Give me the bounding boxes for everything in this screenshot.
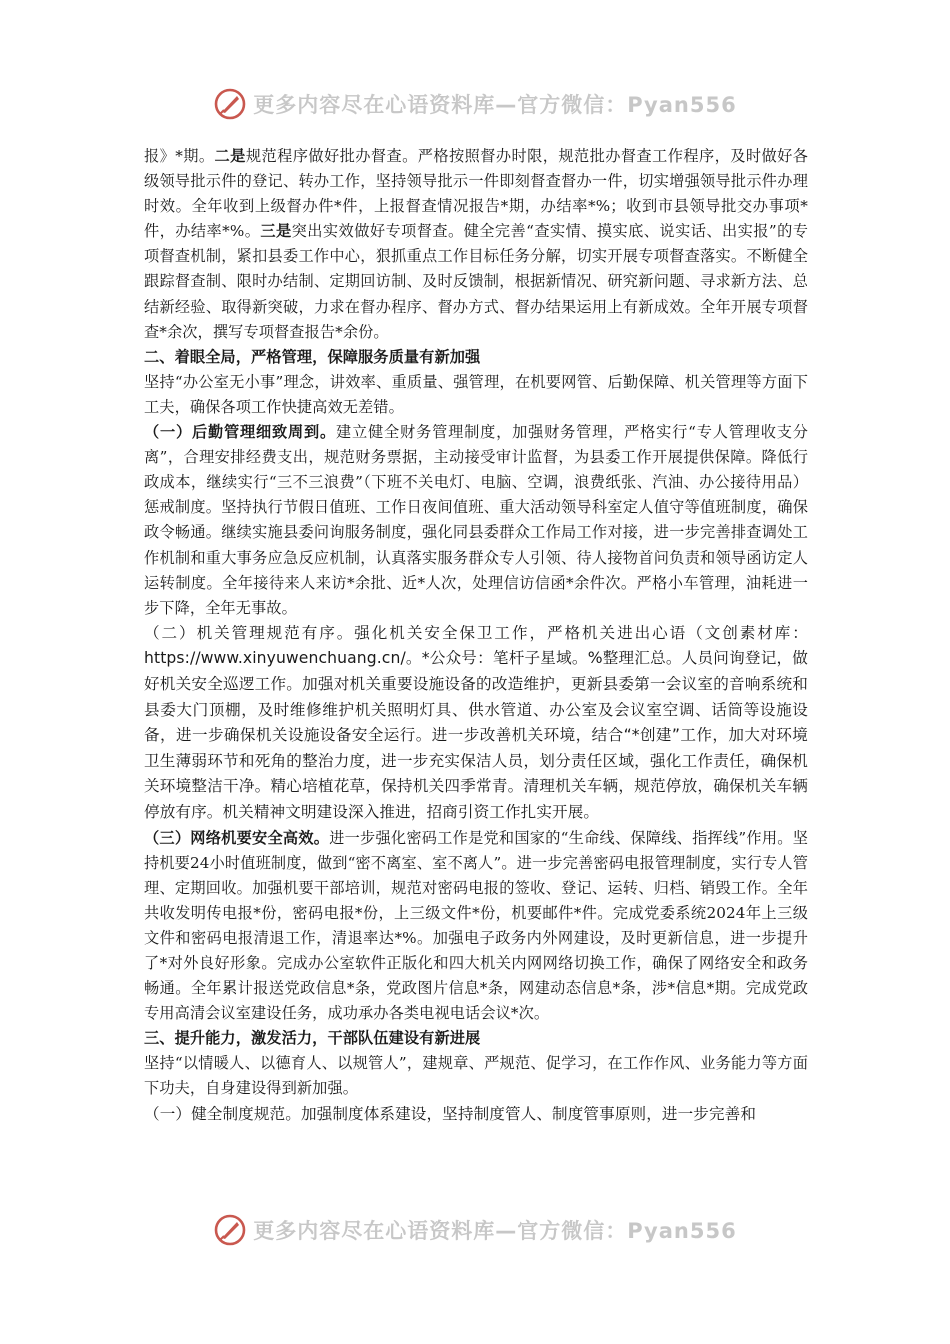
text-run: 报》*期。 (144, 147, 215, 165)
watermark-text: 更多内容尽在心语资料库—官方微信：Pyan556 (253, 1219, 737, 1243)
text-run: 突出实效做好专项督查。健全完善“查实情、摸实底、说实话、出实报”的专项督查机制，紧扣县委工作中心，狠抓重点工作目标任务分解，切实开展专项督查落实。不断健全跟踪督查制、限时办结制、定期回访制、及时反馈制，根据新情况、研究新问题、寻求新方法、总结新经验、取得新突破，力求在督办程序、督办方式、督办结果运用上有新成效。全年开展专项督查*余次，撰写专项督查报告*余份。 (144, 222, 809, 341)
section-heading-2: 二、着眼全局，严格管理，保障服务质量有新加强 (144, 347, 481, 366)
paragraph-office-management: （二）机关管理规范有序。强化机关安全保卫工作，严格机关进出心语（文创素材库：https://www.xinyuwenchuang.cn/。*公众号：笔杆子星域。%整理汇总。人员问询登记，做好机关安全巡逻工作。加强对机关重要设施设备的改造维护，更新县委第一会议室的音响系统和县委大门顶棚，及时维修维护机关照明灯具、供水管道、办公室及会议室空调、话筒等设施设备，进一步确保机关设施设备安全运行。进一步改善机关环境，结合“*创建”工作，加大对环境卫生薄弱环节和死角的整治力度，进一步充实保洁人员，划分责任区域，强化工作责任，确保机关环境整洁干净。精心培植花草，保持机关四季常青。清理机关车辆，规范停放，确保机关车辆停放有序。机关精神文明建设深入推进，招商引资工作扎实开展。 (144, 623, 808, 821)
paragraph-section-2-intro: 坚持“办公室无小事”理念，讲效率、重质量、强管理，在机要网管、后勤保障、机关管理等方面下工夫，确保各项工作快捷高效无差错。 (144, 372, 808, 416)
paragraph-supervision (144, 144, 808, 345)
text-run: 进一步强化密码工作是党和国家的“生命线、保障线、指挥线”作用。坚持机要24小时值班制度，做到“密不离室、室不离人”。进一步完善密码电报管理制度，实行专人管理、定期回收。加强机要干部培训，规范对密码电报的签收、登记、运转、归档、销毁工作。全年共收发明传电报*份，密码电报*份，上三级文件*份，机要邮件*件。完成党委系统2024年上三级文件和密码电报清退工作，清退率达*%。加强电子政务内外网建设，及时更新信息，进一步提升了*对外良好形象。完成办公室软件正版化和四大机关内网网络切换工作，确保了网络安全和政务畅通。全年累计报送党政信息*条，党政图片信息*条，网建动态信息*条，涉*信息*期。完成党政专用高清会议室建设任务，成功承办各类电视电话会议*次。 (144, 828, 809, 1023)
quill-logo-icon (213, 87, 247, 121)
section-heading-3: 三、提升能力，激发活力，干部队伍建设有新进展 (144, 1029, 481, 1048)
document-body (144, 144, 808, 1127)
paragraph-network-security (144, 826, 808, 1027)
emphasis-two: 二是 (214, 147, 246, 165)
text-run: 规范程序做好批办督查。严格按照督办时限，规范批办督查工作程序，及时做好各级领导批示件的登记、转办工作，坚持领导批示一件即刻督查督办一件，切实增强领导批示件办理时效。全年收到上级督办件*件，上报督查情况报告*期，办结率*%；收到市县领导批交办事项*件，办结率*%。 (144, 147, 809, 241)
text-run: 建立健全财务管理制度，加强财务管理，严格实行“专人管理收支分离”，合理安排经费支出，规范财务票据，主动接受审计监督，为县委工作开展提供保障。降低行政成本，继续实行“三不三浪费”（下班不关电灯、电脑、空调，浪费纸张、汽油、办公接待用品）惩戒制度。坚持执行节假日值班、工作日夜间值班、重大活动领导科室定人值守等值班制度，确保政令畅通。继续实施县委问询服务制度，强化同县委群众工作局工作对接，进一步完善排查调处工作机制和重大事务应急反应机制，认真落实服务群众专人引领、待人接物首问负责和领导函访定人运转制度。全年接待来人来访*余批、近*人次，处理信访信函*余件次。严格小车管理，油耗进一步下降，全年无事故。 (144, 423, 809, 617)
paragraph-logistics (144, 420, 808, 621)
paragraph-section-3-intro: 坚持“以情暖人、以德育人、以规管人”，建规章、严规范、促学习，在工作作风、业务能力等方面下功夫，自身建设得到新加强。 (144, 1054, 808, 1098)
header-watermark-banner (0, 84, 950, 124)
subheading-network: （三）网络机要安全高效。 (144, 828, 330, 847)
subheading-logistics: （一）后勤管理细致周到。 (144, 423, 337, 442)
footer-watermark-banner (0, 1210, 950, 1250)
watermark-text: 更多内容尽在心语资料库—官方微信：Pyan556 (253, 93, 737, 117)
quill-logo-icon (213, 1213, 247, 1247)
paragraph-institution: （一）健全制度规范。加强制度体系建设，坚持制度管人、制度管事原则，进一步完善和 (144, 1104, 757, 1123)
emphasis-three: 三是 (260, 222, 292, 241)
